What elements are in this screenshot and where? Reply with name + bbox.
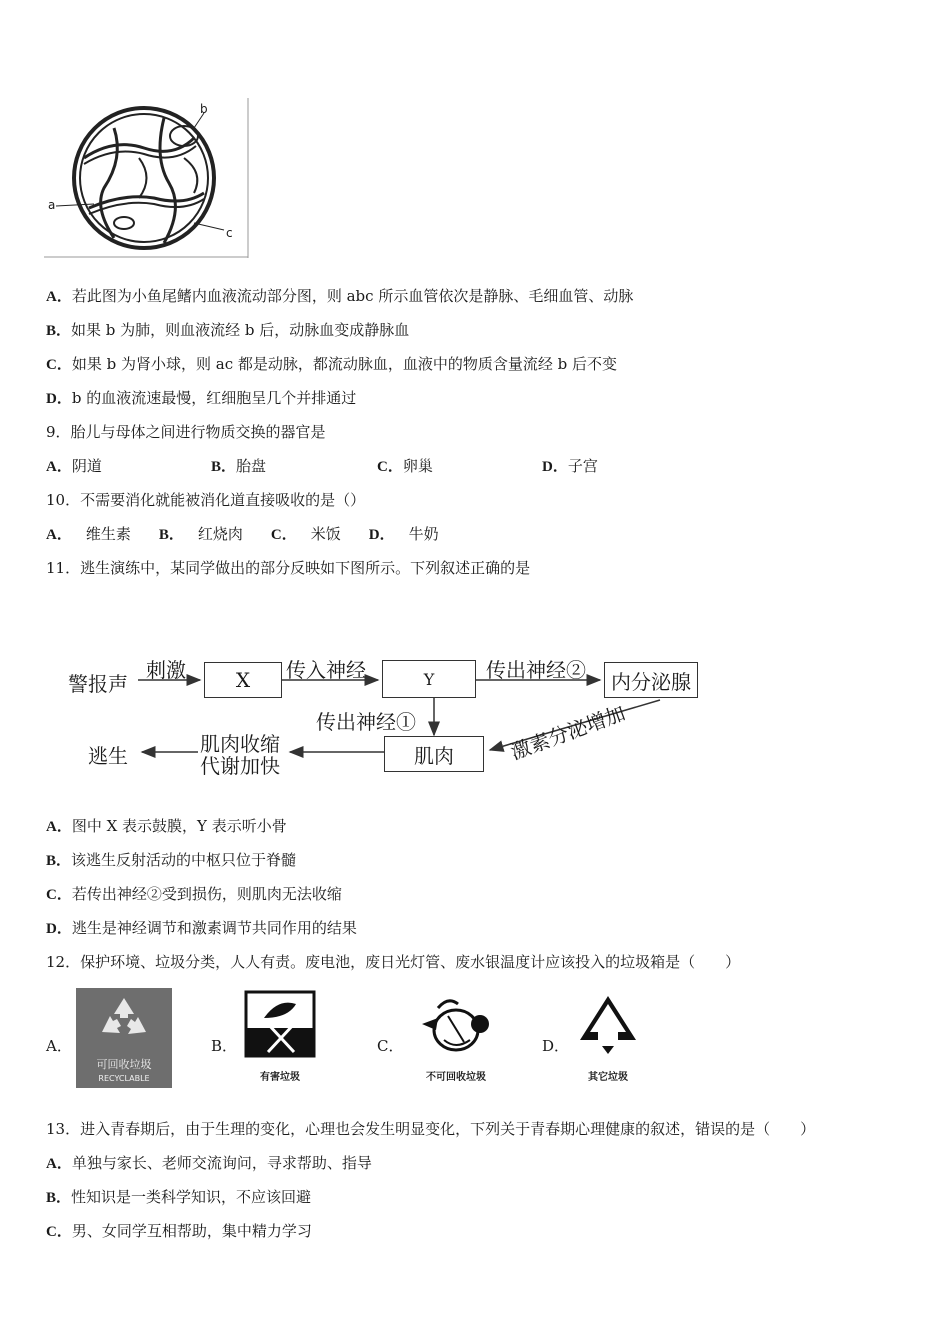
recycle-icon — [76, 988, 172, 1052]
q13-option-b[interactable]: B．性知识是一类科学知识，不应该回避 — [46, 1188, 312, 1206]
other-caption: 其它垃圾 — [588, 1072, 628, 1083]
q8-option-c[interactable]: C．如果 b 为肾小球，则 ac 都是动脉，都流动脉血，血液中的物质含量流经 b 后不变 — [46, 355, 618, 373]
y-box: Y — [382, 660, 476, 698]
hazard-icon — [238, 988, 322, 1064]
hazardous-bin[interactable] — [238, 988, 322, 1088]
afferent-label: 传入神经 — [286, 658, 366, 682]
contract-label-1: 肌肉收缩 — [200, 732, 280, 756]
q11-stem: 11．逃生演练中，某同学做出的部分反映如下图所示。下列叙述正确的是 — [46, 559, 531, 577]
q10-option-b[interactable]: B． 红烧肉 — [158, 525, 243, 543]
q12-stem: 12．保护环境、垃圾分类，人人有责。废电池，废日光灯管、废水银温度计应该投入的垃圾箱是（ ） — [46, 953, 741, 971]
q12-option-b-letter[interactable]: B． — [211, 1037, 238, 1055]
label-c: c — [226, 226, 233, 240]
q11-option-d[interactable]: D．逃生是神经调节和激素调节共同作用的结果 — [46, 919, 357, 937]
q10-option-a[interactable]: A． 维生素 — [46, 525, 131, 543]
q9-stem: 9．胎儿与母体之间进行物质交换的器官是 — [46, 423, 326, 441]
other-bin[interactable] — [566, 988, 650, 1088]
label-a: a — [48, 198, 56, 212]
hazardous-caption: 有害垃圾 — [260, 1072, 300, 1083]
non-recyclable-caption: 不可回收垃圾 — [426, 1072, 486, 1083]
q13-option-a[interactable]: A．单独与家长、老师交流询问，寻求帮助、指导 — [46, 1154, 372, 1172]
q11-option-c[interactable]: C．若传出神经②受到损伤，则肌肉无法收缩 — [46, 885, 342, 903]
recyclable-bin[interactable] — [76, 988, 172, 1088]
q10-option-d[interactable]: D． 牛奶 — [368, 525, 439, 543]
contract-label-2: 代谢加快 — [200, 754, 280, 778]
label-b: b — [200, 102, 208, 116]
gland-box: 内分泌腺 — [604, 662, 698, 698]
q8-option-b[interactable]: B．如果 b 为肺，则血液流经 b 后，动脉血变成静脉血 — [46, 321, 410, 339]
x-box: X — [204, 662, 282, 698]
q9-option-b[interactable]: B．胎盘 — [211, 457, 267, 475]
q8-option-a[interactable]: A．若此图为小鱼尾鳍内血液流动部分图，则 abc 所示血管依次是静脉、毛细血管、动脉 — [46, 287, 634, 305]
efferent2-label: 传出神经② — [486, 658, 586, 682]
recyclable-caption-en: RECYCLABLE — [98, 1074, 150, 1083]
q10-stem: 10．不需要消化就能被消化道直接吸收的是（） — [46, 491, 366, 509]
q11-option-b[interactable]: B．该逃生反射活动的中枢只位于脊髓 — [46, 851, 297, 869]
q9-option-d[interactable]: D．子宫 — [542, 457, 598, 475]
non-recyclable-bin[interactable] — [408, 988, 504, 1088]
non-recyclable-icon — [408, 988, 504, 1064]
q9-option-a[interactable]: A．阴道 — [46, 457, 102, 475]
hormone-label: 激素分泌增加 — [507, 700, 629, 765]
escape-label: 逃生 — [88, 744, 128, 768]
q11-option-a[interactable]: A．图中 X 表示鼓膜，Y 表示听小骨 — [46, 817, 287, 835]
q13-option-c[interactable]: C．男、女同学互相帮助，集中精力学习 — [46, 1222, 312, 1240]
recyclable-caption: 可回收垃圾 — [96, 1058, 152, 1071]
muscle-box: 肌肉 — [384, 736, 484, 772]
reflex-diagram — [60, 640, 710, 790]
efferent1-label: 传出神经① — [316, 710, 416, 734]
q9-option-c[interactable]: C．卵巢 — [377, 457, 433, 475]
alarm-label: 警报声 — [68, 672, 128, 696]
q13-stem: 13．进入青春期后，由于生理的变化，心理也会发生明显变化，下列关于青春期心理健康的叙述，错误的是（ ） — [46, 1120, 816, 1138]
other-waste-icon — [566, 988, 650, 1064]
q12-option-a-letter[interactable]: A． — [46, 1037, 72, 1055]
stimulus-label: 刺激 — [146, 658, 186, 682]
q12-option-c-letter[interactable]: C． — [377, 1037, 404, 1055]
q8-option-d[interactable]: D．b 的血液流速最慢，红细胞呈几个并排通过 — [46, 389, 357, 407]
q10-options — [46, 524, 467, 545]
q10-option-c[interactable]: C． 米饭 — [270, 525, 341, 543]
blood-vessel-figure — [44, 98, 250, 258]
q12-option-d-letter[interactable]: D． — [542, 1037, 570, 1055]
